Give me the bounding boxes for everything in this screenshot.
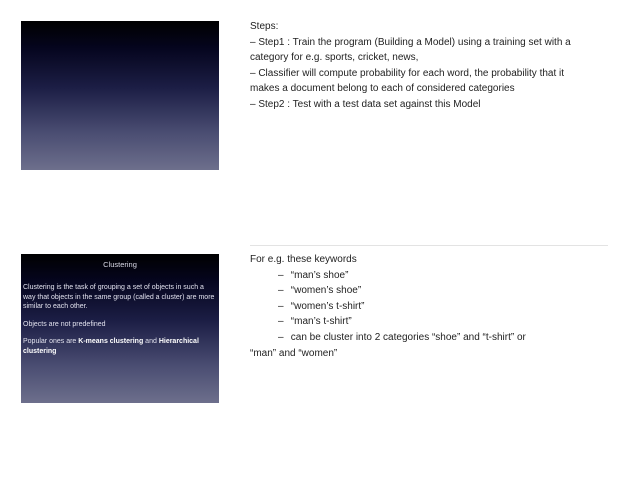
notes-2-item-text: “man’s shoe” xyxy=(290,269,349,281)
notes-2-item xyxy=(250,283,620,299)
notes-2-item xyxy=(250,330,620,346)
page-divider xyxy=(250,245,608,246)
notes-2-item-text: “women’s shoe” xyxy=(290,285,362,297)
notes-2-item xyxy=(250,299,620,315)
dash-mark: – xyxy=(278,269,284,281)
slide-2-body xyxy=(23,283,216,365)
notes-1-line: – Step1 : Train the program (Building a Model) using a training set with a xyxy=(250,36,571,48)
dash-mark: – xyxy=(278,331,284,343)
notes-2-outro: “man” and “women” xyxy=(250,347,338,359)
slide-thumbnail-2 xyxy=(21,254,219,403)
slide-2-text: and xyxy=(143,338,159,346)
notes-2-item-text: can be cluster into 2 categories “shoe” and “t-shirt” or xyxy=(290,331,526,343)
notes-1-line: makes a document belong to each of considered categories xyxy=(250,83,515,95)
notes-2-item-text: “man’s t-shirt” xyxy=(290,316,352,328)
notes-1-line: – Classifier will compute probability for each word, the probability that it xyxy=(250,67,565,79)
dash-mark: – xyxy=(278,285,284,297)
notes-2-item-text: “women’s t-shirt” xyxy=(290,300,365,312)
notes-1-line: – Step2 : Test with a test data set against this Model xyxy=(250,98,481,110)
dash-mark: – xyxy=(278,300,284,312)
notes-1-line: Steps: xyxy=(250,21,279,32)
notes-1-line: category for e.g. sports, cricket, news, xyxy=(250,52,419,64)
slide-2-title: Clustering xyxy=(103,260,137,269)
slide-2-paragraph-2: Objects are not predefined xyxy=(23,320,106,328)
notes-2-item xyxy=(250,268,620,284)
notes-1 xyxy=(250,19,620,113)
slide-2-text: Popular ones are xyxy=(23,338,79,346)
dash-mark: – xyxy=(278,316,284,328)
slide-thumbnail-1 xyxy=(21,21,219,170)
slide-2-bold-term: Hierarchical clustering xyxy=(23,338,199,355)
notes-2-intro: For e.g. these keywords xyxy=(250,254,357,265)
slide-2-bold-term: K-means clustering xyxy=(78,338,144,346)
slide-2-paragraph-1: Clustering is the task of grouping a set of objects in such a way that objects in the same group (called a cluster) are more similar to each other. xyxy=(23,284,215,311)
notes-2 xyxy=(250,252,620,361)
slide-2-paragraph-3 xyxy=(23,337,216,356)
notes-2-item xyxy=(250,314,620,330)
